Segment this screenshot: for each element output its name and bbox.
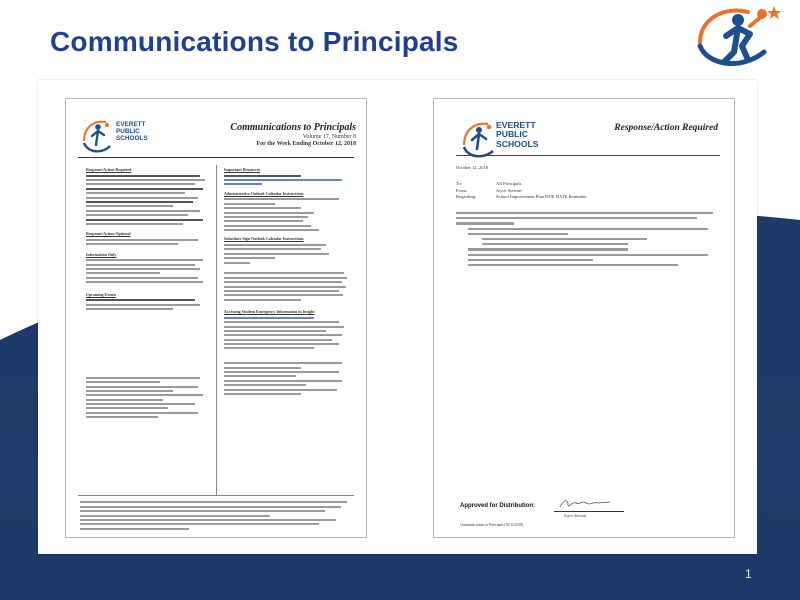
column-divider [216,165,217,495]
section-heading: Response/Action Required [86,167,132,172]
slide-number: 1 [745,567,752,581]
memo-page [433,98,735,538]
signature-line [554,511,624,512]
memo-labels: To: From: Regarding: [456,181,477,200]
signature-icon [558,497,618,511]
district-name: EVERETT PUBLIC SCHOOLS [496,120,539,149]
newsletter-page [65,98,367,538]
newsletter-title: Communications to Principals [230,122,356,133]
memo-footer: Communications to Principals (10/12/2018) [460,523,524,527]
section-heading: Substitute Sign Outlook Calendar Instructions [224,236,304,242]
newsletter-footer [80,499,352,532]
section-heading: Important Resources [224,167,261,172]
section-heading: Information Only [86,251,117,257]
memo-values: All Principals Joyce Stewart School Improvement Plan DUE DATE Reminder [496,181,587,200]
section-heading: Accessing Student Emergency Information in Insight [224,309,315,315]
memo-date: October 12, 2018 [456,165,489,170]
section-heading: Response/Action Optional [86,231,131,237]
memo-body [456,209,718,269]
right-column [224,167,352,397]
volume-number: Volume 17, Number 8 [302,134,356,140]
signer-name: Joyce Stewart [564,513,587,518]
week-ending: For the Week Ending October 12, 2018 [256,141,356,147]
header-rule [456,155,720,156]
section-heading: Upcoming Events [86,291,117,297]
section-heading: Administrative Outlook Calendar Instructions [224,190,304,196]
district-name: EVERETT PUBLIC SCHOOLS [116,121,148,142]
approved-label: Approved for Distribution: [460,503,535,509]
memo-title: Response/Action Required [614,123,718,133]
left-column [86,167,210,421]
footer-rule [78,495,354,496]
header-rule [78,157,354,158]
slide-title: Communications to Principals [50,26,459,57]
district-logo-icon [686,2,786,72]
